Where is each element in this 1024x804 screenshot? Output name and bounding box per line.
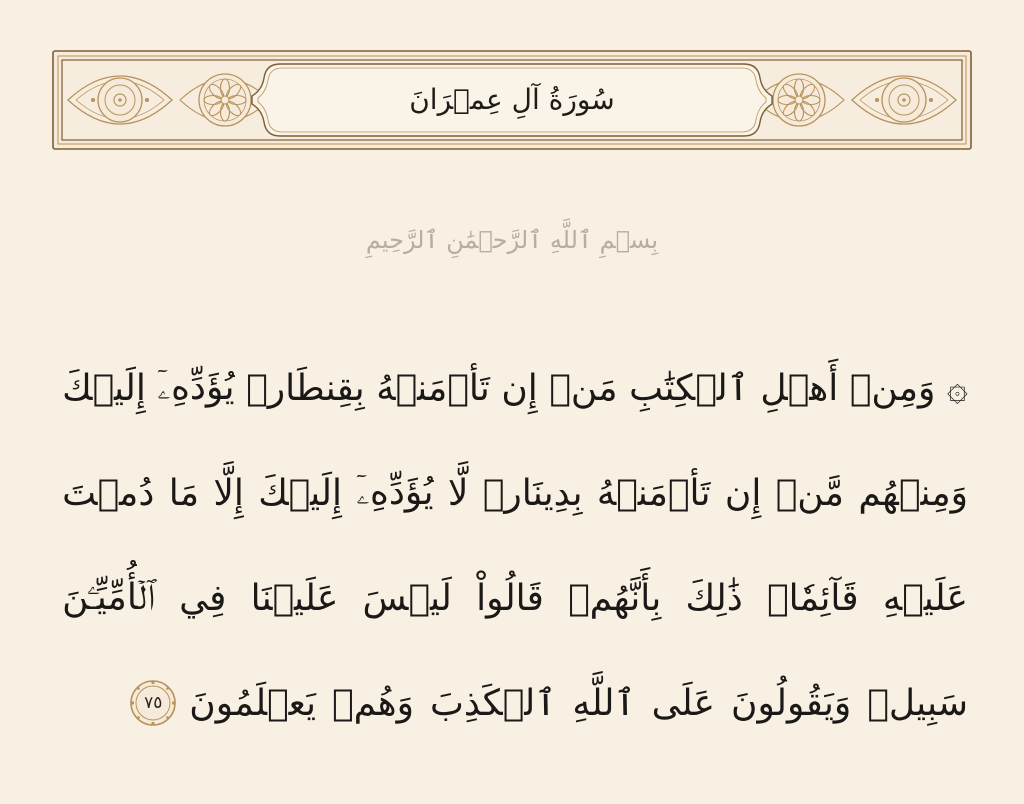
verse-word: ٱلۡأُمِّيِّـۧنَ — [62, 577, 155, 618]
verse-word: تَأۡمَنۡهُ — [376, 367, 490, 409]
verse-word: ٱلۡكَذِبَ — [429, 682, 557, 724]
verse-word: إِلَيۡكَ — [62, 367, 146, 409]
verse-word: قَالُواْ — [476, 577, 544, 619]
verse-line-text — [62, 367, 968, 409]
verse-word: يُؤَدِّهِۦٓ — [356, 472, 434, 513]
verse-word: مَا — [168, 472, 199, 514]
surah-title: سُورَةُ آلِ عِمۡرَانَ — [409, 83, 615, 116]
verse-word: ذَٰلِكَ — [685, 577, 743, 619]
verse-word: فِي — [179, 577, 227, 619]
verse-word: لَيۡسَ — [362, 577, 452, 619]
verse-word: قَآئِمٗاۗ — [767, 577, 859, 619]
verse-word: ٱلۡكِتَٰبِ — [629, 367, 749, 409]
verse-word: عَلَيۡنَا — [250, 577, 339, 619]
verse-word: مَنۡ — [549, 367, 618, 409]
verse-word: أَهۡلِ — [760, 367, 839, 409]
verse-word: دُمۡتَ — [62, 472, 155, 514]
verse-word: بِأَنَّهُمۡ — [568, 577, 662, 619]
verse-word: ۞ — [946, 367, 968, 409]
verse-word: إِن — [501, 367, 538, 409]
surah-header — [52, 50, 972, 150]
verse-line — [62, 653, 968, 753]
verse-line-text — [189, 683, 968, 724]
verse-word: إِلَّا — [213, 472, 244, 514]
verse-word: سَبِيلٞ — [867, 682, 968, 724]
verse-word: وَمِنۡ — [849, 367, 936, 409]
verse-line-text — [62, 577, 968, 619]
verse-word: يَعۡلَمُونَ — [189, 682, 317, 724]
verse-word: بِقِنطَارٖ — [246, 367, 365, 409]
verse-word: إِن — [724, 472, 762, 514]
ayah-number: ٧٥ — [144, 693, 163, 713]
verse-word: لَّا — [447, 472, 469, 514]
verse-line — [62, 338, 968, 438]
verse-word: عَلَى — [651, 682, 716, 724]
verse-word: تَأۡمَنۡهُ — [596, 472, 711, 514]
verse-word: عَلَيۡهِ — [882, 577, 968, 619]
verse-line-text — [62, 472, 968, 514]
verse-word: وَمِنۡهُم — [858, 472, 968, 514]
verse-line — [62, 548, 968, 648]
basmala: بِسۡمِ ٱللَّهِ ٱلرَّحۡمَٰنِ ٱلرَّحِيمِ — [365, 226, 659, 254]
verse-word: إِلَيۡكَ — [258, 472, 342, 514]
ayah-end-medallion-icon — [129, 679, 177, 727]
verse-line — [62, 443, 968, 543]
verse-word: يُؤَدِّهِۦٓ — [157, 367, 235, 408]
verse-word: وَيَقُولُونَ — [731, 682, 852, 724]
verse-word: مَّنۡ — [775, 472, 844, 514]
verse-block — [62, 338, 968, 758]
verse-word: بِدِينَارٖ — [482, 472, 583, 514]
verse-word: وَهُمۡ — [332, 682, 414, 724]
verse-word: ٱللَّهِ — [572, 682, 636, 724]
